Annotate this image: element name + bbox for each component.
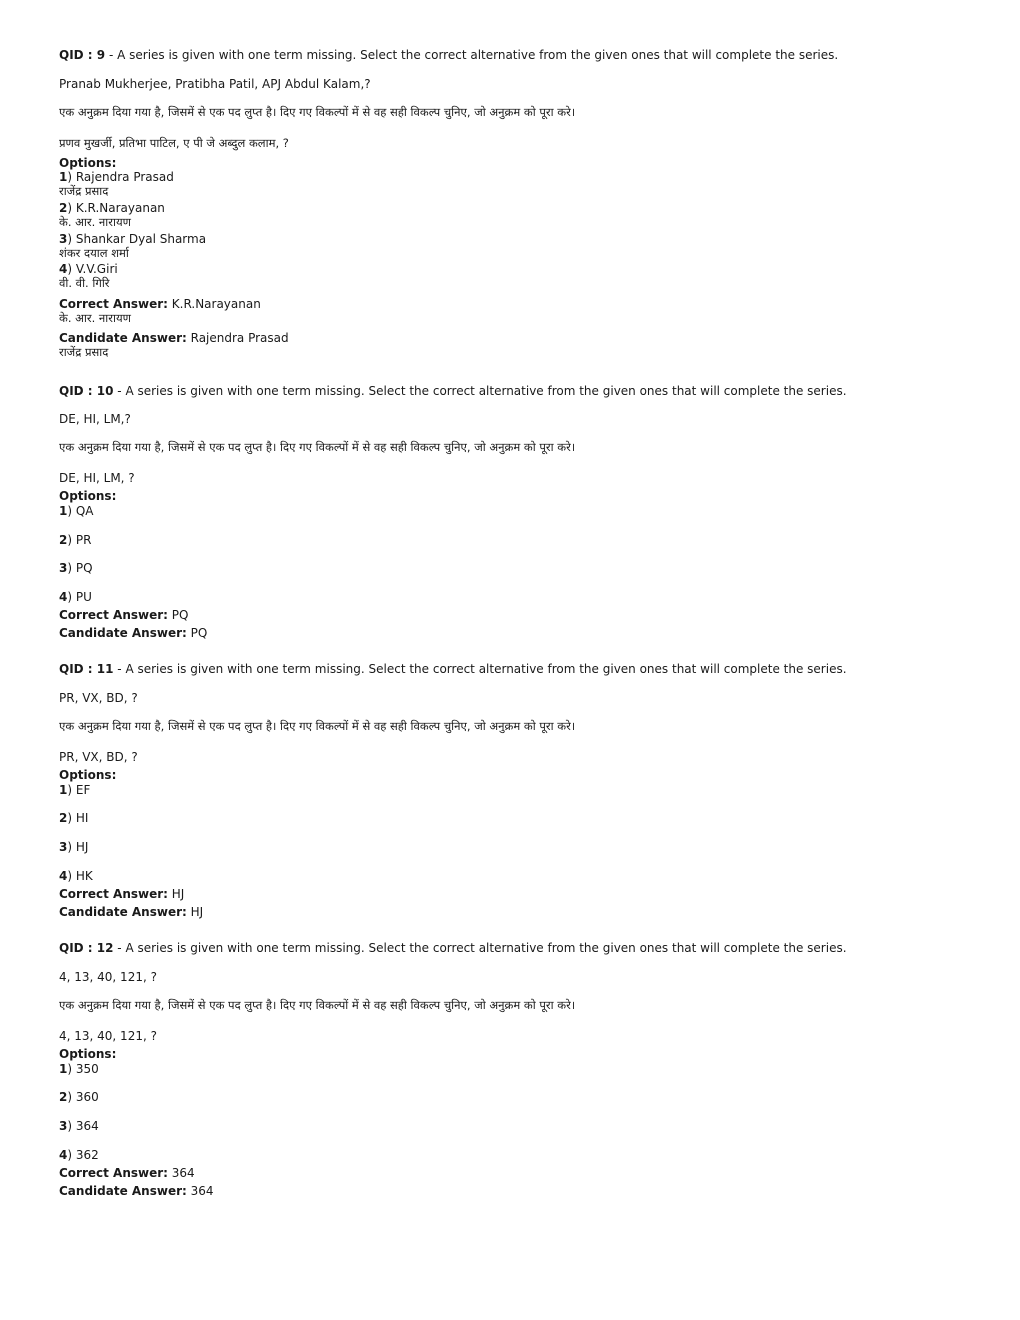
question-text-hi: एक अनुक्रम दिया गया है, जिसमें से एक पद लुप्त है। दिए गए विकल्पों में से वह सही विकल्प चुनिए, जो अनुक्रम को पूरा करे। xyxy=(59,440,576,454)
option-item: 4) PU xyxy=(59,590,92,604)
option-item-hi: राजेंद्र प्रसाद xyxy=(59,184,109,198)
option-item: 2) K.R.Narayanan xyxy=(59,201,165,215)
option-item: 3) PQ xyxy=(59,561,93,575)
option-item: 4) 362 xyxy=(59,1148,99,1162)
question-text-hi: एक अनुक्रम दिया गया है, जिसमें से एक पद लुप्त है। दिए गए विकल्पों में से वह सही विकल्प चुनिए, जो अनुक्रम को पूरा करे। xyxy=(59,719,576,733)
candidate-answer: Candidate Answer: HJ xyxy=(59,905,204,919)
options-label: Options: xyxy=(59,1047,117,1061)
option-item: 2) PR xyxy=(59,533,92,547)
series-hi: DE, HI, LM, ? xyxy=(59,471,135,485)
question-text-en: - A series is given with one term missing. Select the correct alternative from the given ones that will complete the series. xyxy=(105,48,839,62)
option-item-hi: शंकर दयाल शर्मा xyxy=(59,246,129,260)
option-item: 2) 360 xyxy=(59,1090,99,1104)
correct-answer: Correct Answer: 364 xyxy=(59,1166,195,1180)
candidate-answer: Candidate Answer: Rajendra Prasad xyxy=(59,331,289,345)
correct-answer: Correct Answer: K.R.Narayanan xyxy=(59,297,261,311)
option-item: 1) QA xyxy=(59,504,94,518)
series-hi: PR, VX, BD, ? xyxy=(59,750,138,764)
option-item: 1) Rajendra Prasad xyxy=(59,170,174,184)
correct-answer: Correct Answer: PQ xyxy=(59,608,189,622)
question-text-en: - A series is given with one term missing. Select the correct alternative from the given ones that will complete the series. xyxy=(113,941,847,955)
correct-answer: Correct Answer: HJ xyxy=(59,887,185,901)
option-item: 3) HJ xyxy=(59,840,89,854)
qid-label: QID : 12 xyxy=(59,941,114,955)
candidate-answer: Candidate Answer: 364 xyxy=(59,1184,214,1198)
question-text-en: - A series is given with one term missing. Select the correct alternative from the given ones that will complete the series. xyxy=(113,384,847,398)
qid-label: QID : 10 xyxy=(59,384,114,398)
question-text-hi: एक अनुक्रम दिया गया है, जिसमें से एक पद लुप्त है। दिए गए विकल्पों में से वह सही विकल्प चुनिए, जो अनुक्रम को पूरा करे। xyxy=(59,998,576,1012)
candidate-answer-hi: राजेंद्र प्रसाद xyxy=(59,345,109,359)
question-header xyxy=(59,48,838,63)
option-item: 4) HK xyxy=(59,869,93,883)
question-header xyxy=(59,384,847,399)
question-text-hi: एक अनुक्रम दिया गया है, जिसमें से एक पद लुप्त है। दिए गए विकल्पों में से वह सही विकल्प चुनिए, जो अनुक्रम को पूरा करे। xyxy=(59,105,576,119)
qid-label: QID : 9 xyxy=(59,48,106,62)
qid-label: QID : 11 xyxy=(59,662,114,676)
option-item-hi: वी. वी. गिरि xyxy=(59,276,110,290)
correct-answer-hi: के. आर. नारायण xyxy=(59,311,131,325)
candidate-answer: Candidate Answer: PQ xyxy=(59,626,208,640)
series-hi: 4, 13, 40, 121, ? xyxy=(59,1029,157,1043)
options-label: Options: xyxy=(59,489,117,503)
question-header xyxy=(59,662,847,677)
option-item: 1) 350 xyxy=(59,1062,99,1076)
series-hi: प्रणव मुखर्जी, प्रतिभा पाटिल, ए पी जे अब्दुल कलाम, ? xyxy=(59,136,289,150)
question-text-en: - A series is given with one term missing. Select the correct alternative from the given ones that will complete the series. xyxy=(113,662,847,676)
option-item-hi: के. आर. नारायण xyxy=(59,215,131,229)
option-item: 3) Shankar Dyal Sharma xyxy=(59,232,207,246)
series-en: DE, HI, LM,? xyxy=(59,412,131,426)
series-en: Pranab Mukherjee, Pratibha Patil, APJ Abdul Kalam,? xyxy=(59,77,371,91)
option-item: 2) HI xyxy=(59,811,89,825)
option-item: 3) 364 xyxy=(59,1119,99,1133)
series-en: PR, VX, BD, ? xyxy=(59,691,138,705)
options-label: Options: xyxy=(59,768,117,782)
question-header xyxy=(59,941,847,956)
series-en: 4, 13, 40, 121, ? xyxy=(59,970,157,984)
option-item: 4) V.V.Giri xyxy=(59,262,118,276)
option-item: 1) EF xyxy=(59,783,91,797)
options-label: Options: xyxy=(59,156,117,170)
